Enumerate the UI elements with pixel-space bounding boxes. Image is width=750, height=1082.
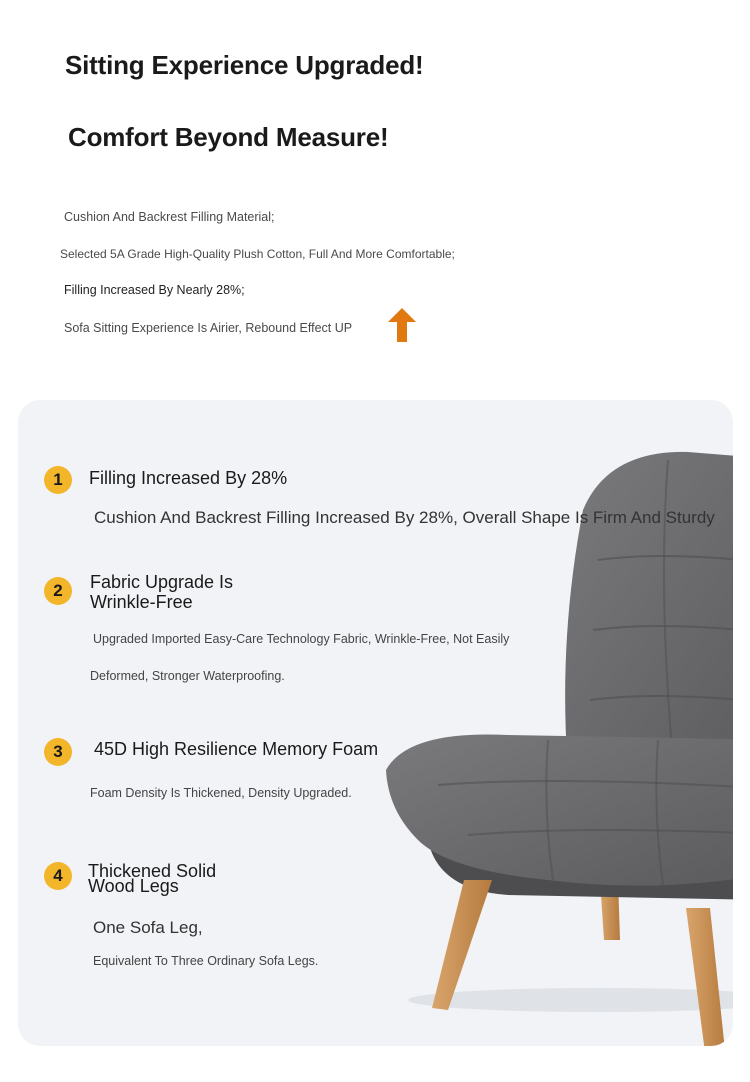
sofa-chair-image xyxy=(368,440,733,1046)
feature-1-title: Filling Increased By 28% xyxy=(89,468,288,488)
intro-line-filling-material: Cushion And Backrest Filling Material; xyxy=(64,210,275,224)
intro-line-plush-cotton: Selected 5A Grade High-Quality Plush Cotton, Full And More Comfortable; xyxy=(60,247,455,261)
feature-4-title-line-1: Thickened Solid xyxy=(88,861,217,881)
feature-2-number-badge: 2 xyxy=(44,577,72,605)
intro-line-filling-increase: Filling Increased By Nearly 28%; xyxy=(64,283,245,297)
feature-3-number-badge: 3 xyxy=(44,738,72,766)
headline-sitting-experience: Sitting Experience Upgraded! xyxy=(65,50,424,80)
feature-2-title-line-2: Wrinkle-Free xyxy=(90,592,193,612)
feature-1-number-badge: 1 xyxy=(44,466,72,494)
headline-comfort: Comfort Beyond Measure! xyxy=(68,122,389,152)
feature-4-description-line-2: Equivalent To Three Ordinary Sofa Legs. xyxy=(93,954,319,968)
features-panel xyxy=(18,400,733,1046)
feature-3-title: 45D High Resilience Memory Foam xyxy=(94,739,379,759)
arrow-up-icon xyxy=(388,308,416,342)
feature-2-description-line-2: Deformed, Stronger Waterproofing. xyxy=(90,669,285,683)
feature-4-title-line-2: Wood Legs xyxy=(88,876,179,896)
feature-2-description-line-1: Upgraded Imported Easy-Care Technology Fabric, Wrinkle-Free, Not Easily xyxy=(93,632,510,646)
feature-3-description: Foam Density Is Thickened, Density Upgraded. xyxy=(90,786,352,800)
feature-4-description-line-1: One Sofa Leg, xyxy=(93,918,203,937)
feature-2-title-line-1: Fabric Upgrade Is xyxy=(90,572,234,592)
feature-1-description: Cushion And Backrest Filling Increased By 28%, Overall Shape Is Firm And Sturdy xyxy=(94,508,715,527)
feature-4-number-badge: 4 xyxy=(44,862,72,890)
intro-line-rebound: Sofa Sitting Experience Is Airier, Rebound Effect UP xyxy=(64,321,353,335)
